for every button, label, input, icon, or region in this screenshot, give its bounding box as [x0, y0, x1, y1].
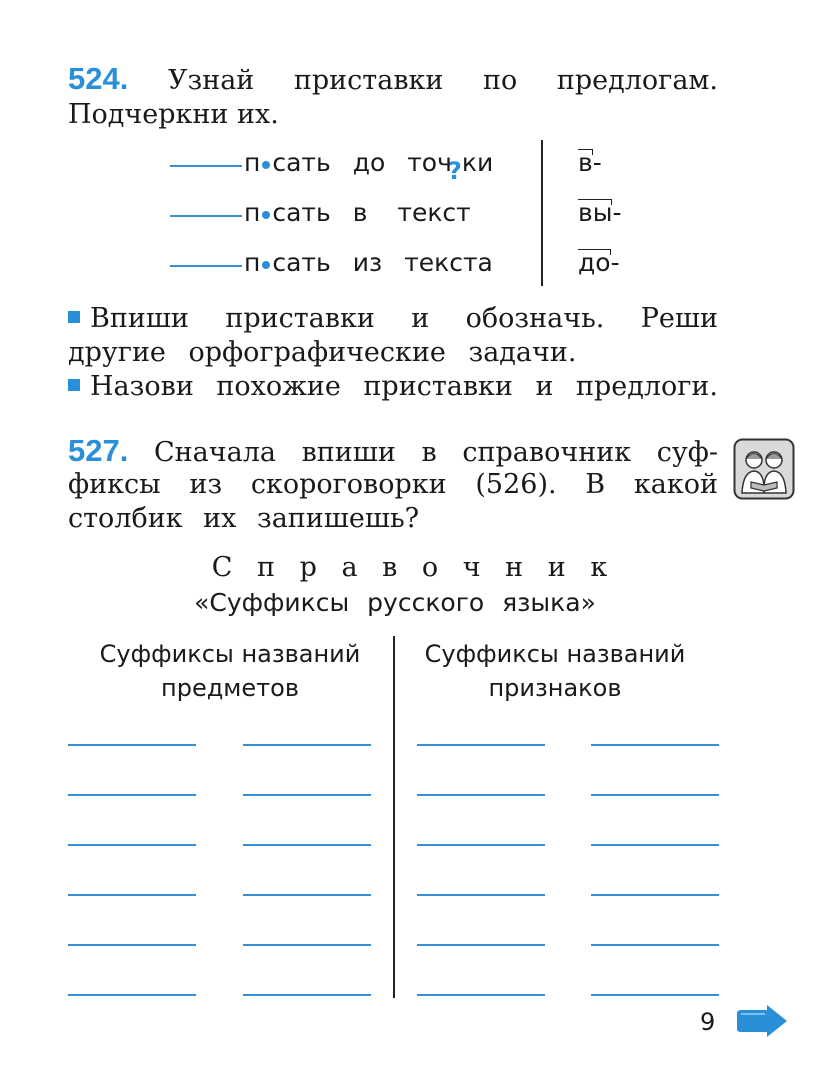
pair-work-icon [733, 438, 795, 500]
answer-line[interactable] [68, 844, 196, 846]
answer-line[interactable] [243, 994, 371, 996]
missing-letter-dot [262, 161, 270, 169]
prefix-2: вы- [578, 193, 622, 233]
task-524-text: Узнай приставки по предлогам. [167, 65, 718, 96]
answer-line[interactable] [591, 894, 719, 896]
task-527-number: 527. [68, 433, 129, 468]
prefix-1: в- [578, 143, 602, 183]
bullet-square-icon [68, 311, 80, 323]
task-527-text: Сначала впиши в справочник суф- [154, 437, 718, 468]
task-524-line-2 [68, 98, 718, 132]
answer-blank[interactable] [170, 215, 242, 217]
answer-line[interactable] [591, 794, 719, 796]
answer-line[interactable] [417, 894, 545, 896]
instruction-2: Назови похожие приставки и предлоги. [68, 370, 718, 404]
answer-blank[interactable] [170, 165, 242, 167]
reference-subtitle: «Суффиксы русского языка» [194, 588, 596, 617]
missing-letter-dot [262, 261, 270, 269]
task-527-line-2: фиксы из скороговорки (526). В какой [68, 469, 718, 500]
exercise-row-2: п сать в текст [170, 193, 471, 233]
column-header-attributes: Суффиксы названий признаков [424, 640, 686, 702]
answer-line[interactable] [417, 794, 545, 796]
answer-line[interactable] [68, 944, 196, 946]
answer-line[interactable] [68, 794, 196, 796]
answer-line[interactable] [591, 994, 719, 996]
answer-line[interactable] [243, 944, 371, 946]
answer-line[interactable] [417, 744, 545, 746]
prefix-3: до- [578, 243, 620, 283]
exercise-row-3: п сать из текста [170, 243, 493, 283]
answer-line[interactable] [417, 844, 545, 846]
task-527-line-3: столбик их запишешь? [68, 503, 420, 534]
answer-line[interactable] [591, 844, 719, 846]
answer-line[interactable] [417, 944, 545, 946]
reference-column-divider [393, 636, 395, 998]
answer-line[interactable] [68, 894, 196, 896]
prefix-separator [541, 140, 543, 286]
answer-line[interactable] [591, 944, 719, 946]
bullet-square-icon [68, 379, 80, 391]
answer-line[interactable] [68, 994, 196, 996]
answer-line[interactable] [591, 744, 719, 746]
page-number: 9 [700, 1008, 716, 1036]
next-arrow-icon[interactable] [735, 1004, 789, 1038]
instruction-1-line-1: Впиши приставки и обозначь. Реши [68, 302, 718, 336]
task-527-line-1 [68, 434, 718, 470]
answer-line[interactable] [243, 794, 371, 796]
task-524-line-1 [68, 62, 718, 98]
reference-title: С п р а в о ч н и к [211, 552, 616, 583]
missing-letter-dot [262, 211, 270, 219]
answer-blank[interactable] [170, 265, 242, 267]
answer-line[interactable] [243, 844, 371, 846]
answer-line[interactable] [417, 994, 545, 996]
column-header-objects: Суффиксы названий предметов [99, 640, 361, 702]
task-524-text-2: Подчеркни их. [68, 99, 279, 130]
answer-line[interactable] [68, 744, 196, 746]
exercise-row-1: п сать до точ ? ки [170, 143, 493, 183]
answer-line[interactable] [243, 894, 371, 896]
task-524-number: 524. [68, 61, 129, 96]
answer-line[interactable] [243, 744, 371, 746]
instruction-1-line-2: другие орфографические задачи. [68, 337, 577, 368]
